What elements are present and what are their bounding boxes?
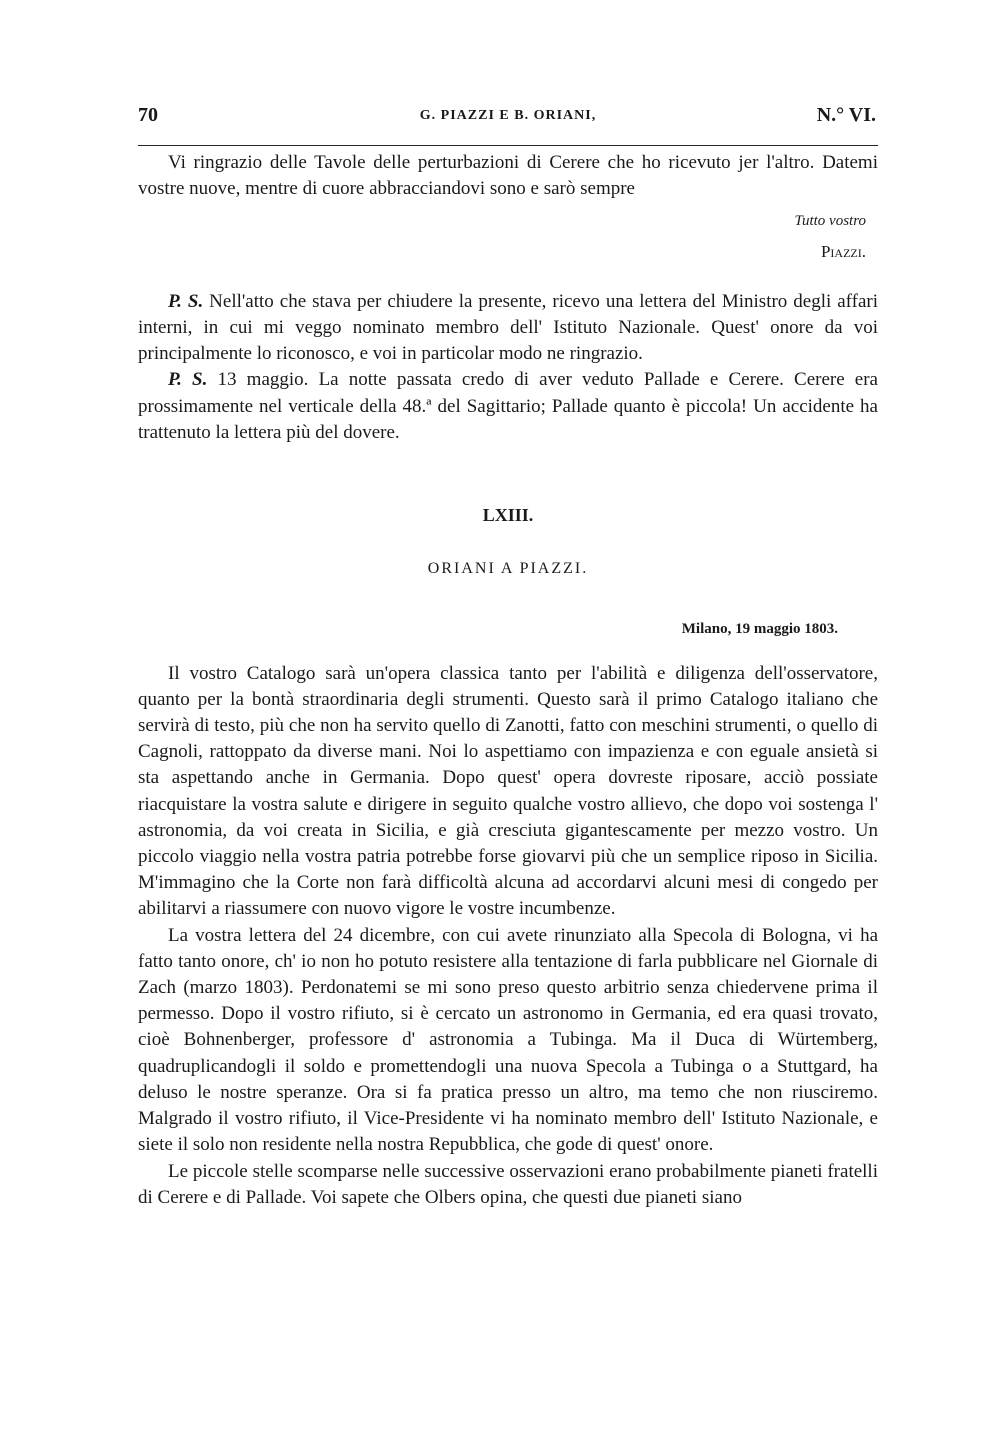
running-title: G. PIAZZI E B. ORIANI, [419, 108, 597, 123]
section-number: N.° VI. [816, 104, 876, 126]
postscript-label: P. S. [168, 290, 204, 312]
page-body [138, 150, 878, 1211]
postscript-text: Nell'atto che stava per chiudere la presente, ricevo una lettera del Ministro degli affari interni, in cui mi veggo nominato membro dell' Istituto Nazionale. Quest' onore da voi principalmente lo riconosco, e voi in particolar modo ne ringrazio. [138, 290, 879, 365]
opening-paragraph: Vi ringrazio delle Tavole delle perturbazioni di Cerere che ho ricevuto jer l'altro. Datemi vostre nuove, mentre di cuore abbracciandovi sono e sarò sempre [138, 152, 878, 200]
letter-paragraph: Il vostro Catalogo sarà un'opera classica tanto per l'abilità e diligenza dell'osservatore, quanto per la bontà straordinaria degli strumenti. Questo sarà il primo Catalogo italiano che servirà di testo, più che non ha servito quello di Zanotti, fatto con meschini strumenti, o quello di Cagnoli, rattoppato da diverse mani. Noi lo aspettiamo con impazienza e con eguale ansietà si sta aspettando anche in Germania. Dopo quest' opera dovreste riposare, acciò possiate riacquistare la vostra salute e dirigere in seguito qualche vostro allievo, che dopo voi sostenga l' astronomia, da voi creata in Sicilia, e già cresciuta gigantescamente per mezzo vostro. Un piccolo viaggio nella vostra patria potrebbe forse giovarvi più che un semplice riposo in Sicilia. M'immagino che la Corte non farà difficoltà alcuna ad accordarvi alcuni mesi di congedo per abilitarvi a riassumere con nuovo vigore le vostre incumbenze. [138, 662, 878, 920]
letter-paragraph: La vostra lettera del 24 dicembre, con cui avete rinunziato alla Specola di Bologna, vi ha fatto tanto onore, ch' io non ho potuto resistere alla tentazione di farla pubblicare nel Giornale di Zach (marzo 1803). Perdonatemi se mi sono preso questo arbitrio senza chiedervene prima il permesso. Dopo il vostro rifiuto, si è cercato un astronomo in Germania, ed era quasi trovato, cioè Bohnenberger, professore d' astronomia a Tubinga. Ma il Duca di Würtemberg, quadruplicandogli il soldo e promettendogli una nuova Specola a Tubinga o a Stuttgard, ha deluso le nostre speranze. Ora si fa pratica presso un altro, ma temo che non riusciremo. Malgrado il vostro rifiuto, il Vice-Presidente vi ha nominato membro dell' Istituto Nazionale, e siete il solo non residente nella nostra Repubblica, che gode di quest' onore. [138, 924, 878, 1156]
letter-paragraph: Le piccole stelle scomparse nelle successive osservazioni erano probabilmente pianeti fratelli di Cerere e di Pallade. Voi sapete che Olbers opina, che questi due pianeti siano [138, 1160, 878, 1208]
signoff [138, 208, 878, 264]
letter-body [138, 661, 878, 1211]
postscripts [138, 289, 878, 446]
signoff-closing: Tutto vostro [794, 213, 866, 230]
letter-title: ORIANI A PIAZZI. [427, 560, 589, 578]
letter-number: LXIII. [482, 505, 534, 526]
page-number: 70 [138, 104, 158, 126]
signoff-name: Piazzi. [820, 241, 866, 261]
letter-dateline: Milano, 19 maggio 1803. [681, 621, 838, 638]
postscript-2 [138, 367, 878, 446]
postscript-1 [138, 289, 878, 368]
page-header [138, 104, 878, 130]
postscript-label: P. S. [168, 369, 208, 391]
postscript-text: 13 maggio. La notte passata credo di aver veduto Pallade e Cerere. Cerere era prossimamente nel verticale della 48.ª del Sagittario; Pallade quanto è piccola! Un accidente ha trattenuto la lettera più del dovere. [138, 369, 878, 443]
header-rule [138, 145, 878, 146]
